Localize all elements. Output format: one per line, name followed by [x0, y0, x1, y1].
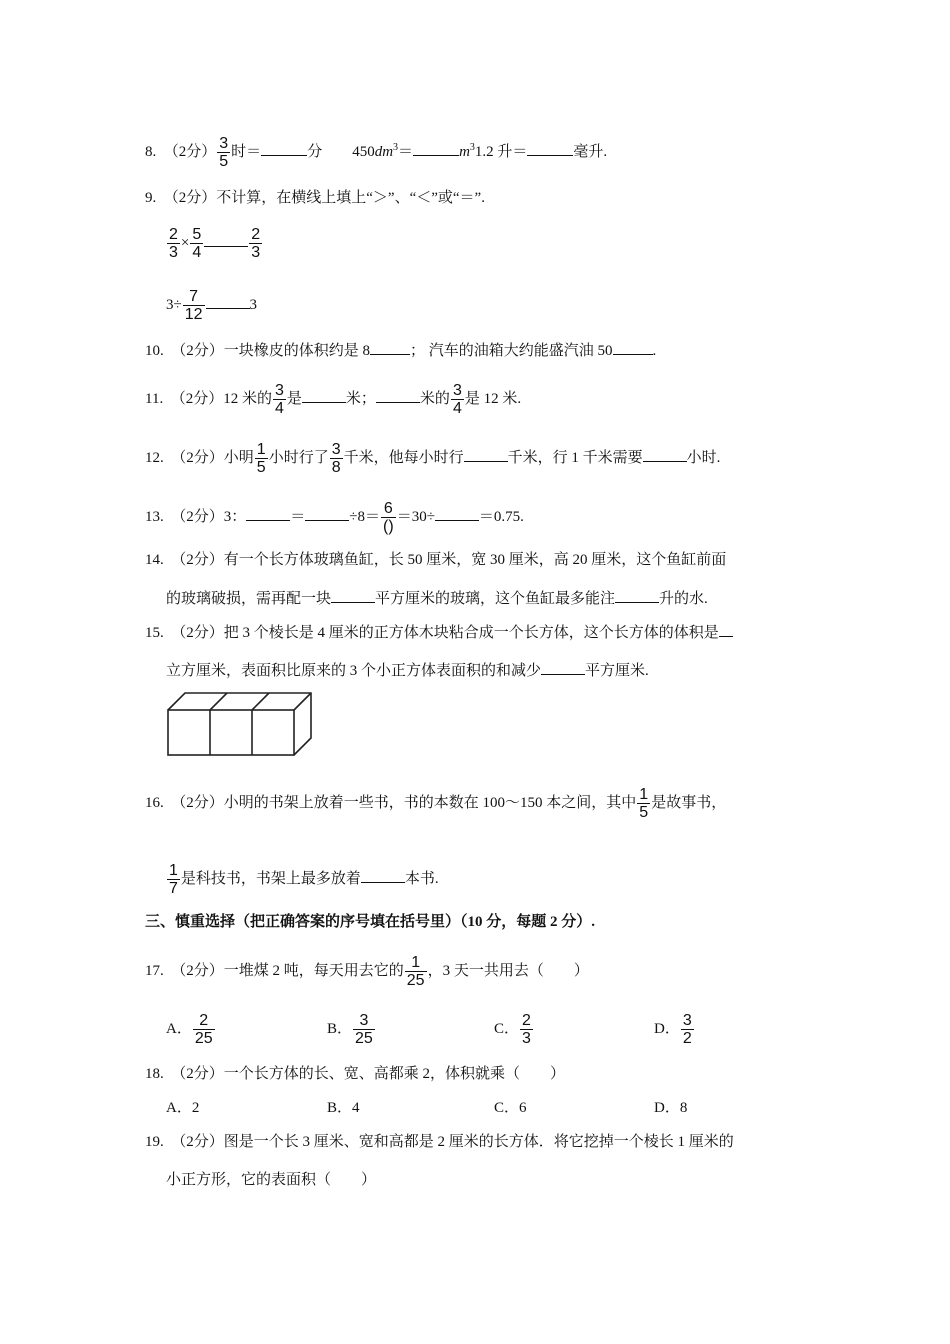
question-16-line-2: $\frac{1}{7}$ 是科技书，书架上最多放着 本书. [169, 862, 439, 897]
fraction: $\frac{6}{()}$ [383, 500, 394, 535]
option-c[interactable]: C．6 [494, 1100, 527, 1116]
question-11: 11. （2分）12 米的 $\frac{3}{4}$ 是 米； 米的 $\frac{3}{4}$ 是 12 米. [145, 382, 522, 417]
fraction: $\frac{1}{5}$ [256, 441, 266, 476]
fraction: $\frac{5}{4}$ [192, 226, 202, 261]
fraction: $\frac{2}{25}$ [194, 1012, 213, 1047]
question-8: 8. （2分） $\frac{3}{5}$ 时＝ 分 $450dm^3= m^31.2$ 升＝ 毫升. [145, 135, 608, 170]
answer-blank[interactable] [206, 294, 250, 309]
answer-blank[interactable] [527, 141, 573, 156]
fraction: $\frac{3}{4}$ [452, 382, 462, 417]
question-14: 14. （2分）有一个长方体玻璃鱼缸，长 50 厘米，宽 30 厘米，高 20 厘米，这个鱼缸前面 [145, 552, 727, 568]
question-9-line-1: $\frac{2}{3}$ × $\frac{5}{4}$ $\frac{2}{3}$ [169, 226, 261, 261]
option-d[interactable]: D． $\frac{3}{2}$ [654, 1012, 692, 1047]
option-c[interactable]: C． $\frac{2}{3}$ [494, 1012, 531, 1047]
fraction: $\frac{3}{5}$ [219, 135, 229, 170]
option-b[interactable]: B． $\frac{3}{25}$ [327, 1012, 373, 1047]
answer-blank[interactable] [302, 388, 346, 403]
answer-blank[interactable] [376, 388, 420, 403]
question-9: 9. （2分）不计算，在横线上填上“＞”、“＜”或“＝”. [145, 190, 485, 206]
fraction: $\frac{2}{3}$ [251, 226, 261, 261]
question-16: 16. （2分）小明的书架上放着一些书，书的本数在 100～150 本之间，其中 $\frac{1}{5}$ 是故事书， [145, 786, 727, 821]
answer-blank[interactable] [643, 447, 687, 462]
question-14-line-2: 的玻璃破损，需再配一块 平方厘米的玻璃，这个鱼缸最多能注 升的水. [166, 588, 708, 609]
question-18: 18. （2分）一个长方体的长、宽、高都乘 2，体积就乘（ ） [145, 1066, 566, 1082]
answer-blank[interactable] [246, 506, 290, 521]
answer-blank[interactable] [204, 232, 248, 247]
answer-blank[interactable] [719, 622, 733, 637]
fraction: $\frac{7}{12}$ [184, 288, 203, 323]
question-17: 17. （2分）一堆煤 2 吨，每天用去它的 $\frac{1}{25}$ ，3 天一共用去（ ） [145, 954, 589, 989]
question-15: 15. （2分）把 3 个棱长是 4 厘米的正方体木块粘合成一个长方体，这个长方体的体积是 [145, 622, 733, 643]
section-3-title: 三、慎重选择（把正确答案的序号填在括号里）（10 分，每题 2 分）. [145, 914, 596, 930]
option-d[interactable]: D．8 [654, 1100, 688, 1116]
question-12: 12. （2分）小明 $\frac{1}{5}$ 小时行了 $\frac{3}{8}$ 千米，他每小时行 千米，行 1 千米需要 小时. [145, 441, 721, 476]
fraction: $\frac{2}{3}$ [169, 226, 178, 261]
answer-blank[interactable] [615, 588, 659, 603]
answer-blank[interactable] [435, 506, 479, 521]
question-19: 19. （2分）图是一个长 3 厘米、宽和高都是 2 厘米的长方体．将它挖掉一个棱长 1 厘米的 [145, 1134, 734, 1150]
answer-blank[interactable] [305, 506, 349, 521]
fraction: $\frac{3}{4}$ [274, 382, 284, 417]
option-a[interactable]: A．2 [166, 1100, 200, 1116]
option-b[interactable]: B．4 [327, 1100, 360, 1116]
answer-blank[interactable] [261, 141, 307, 156]
cuboid-figure [165, 690, 325, 758]
question-13: 13. （2分）3： ＝ ÷8＝ $\frac{6}{()}$ ＝30÷ ＝0.75. [145, 500, 524, 535]
answer-blank[interactable] [413, 141, 459, 156]
answer-blank[interactable] [613, 340, 653, 355]
fraction: $\frac{3}{8}$ [331, 441, 341, 476]
answer-blank[interactable] [331, 588, 375, 603]
answer-blank[interactable] [370, 340, 410, 355]
option-a[interactable]: A． $\frac{2}{25}$ [166, 1012, 213, 1047]
fraction: $\frac{3}{2}$ [682, 1012, 692, 1047]
answer-blank[interactable] [361, 868, 405, 883]
fraction: $\frac{1}{25}$ [406, 954, 425, 989]
answer-blank[interactable] [464, 447, 508, 462]
fraction: $\frac{3}{25}$ [355, 1012, 373, 1047]
answer-blank[interactable] [541, 660, 585, 675]
question-19-line-2: 小正方形，它的表面积（ ） [166, 1172, 377, 1188]
question-10: 10. （2分）一块橡皮的体积约是 8 ； 汽车的油箱大约能盛汽油 50 . [145, 340, 656, 361]
question-9-line-2: 3÷ $\frac{7}{12}$ 3 [166, 288, 258, 323]
question-15-line-2: 立方厘米，表面积比原来的 3 个小正方体表面积的和减少 平方厘米. [166, 660, 649, 681]
fraction: $\frac{1}{7}$ [169, 862, 178, 897]
fraction: $\frac{2}{3}$ [522, 1012, 531, 1047]
fraction: $\frac{1}{5}$ [639, 786, 649, 821]
